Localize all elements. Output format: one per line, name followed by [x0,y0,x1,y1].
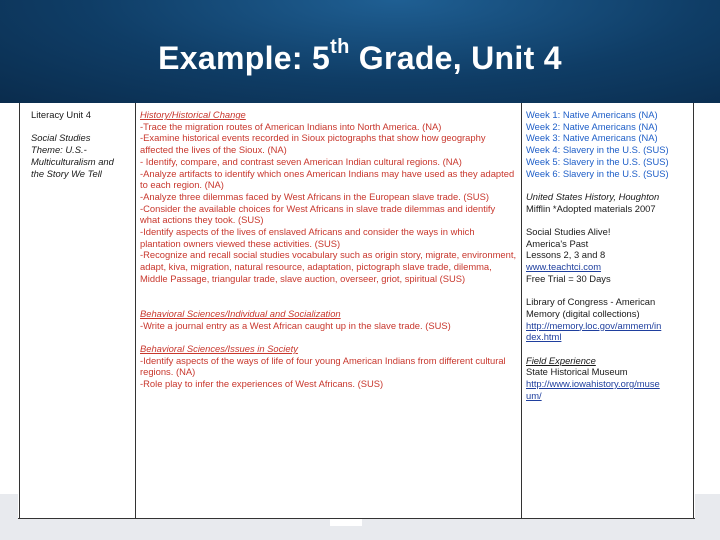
resource-heading: Social Studies Alive! [526,226,611,237]
teachtci-link[interactable]: www.teachtci.com [526,261,602,273]
objective-line: affected the lives of the Sioux. (NA) [140,144,287,156]
objective-line: Middle Passage, triangular trade, slave auction, overseer, griot, spiritual (SUS) [140,272,466,284]
table-border-bottom [18,518,695,519]
theme-line: Multiculturalism and [31,155,114,167]
objectives-column [140,109,520,390]
objective-line: what actions they took. (SUS) [140,214,264,226]
title-suffix: Grade, Unit 4 [349,40,562,76]
section-heading-issues: Behavioral Sciences/Issues in Society [140,343,298,355]
week-item: Week 3: Native Americans (NA) [526,132,658,144]
objective-line: -Write a journal entry as a West African caught up in the slave trade. (SUS) [140,319,451,331]
week-item: Week 5: Slavery in the U.S. (SUS) [526,155,669,167]
field-heading: Field Experience [526,354,596,366]
week-item: Week 4: Slavery in the U.S. (SUS) [526,144,669,156]
table-divider-2 [521,103,522,519]
objective-line: -Identify aspects of the ways of life of four young American Indians from different cultural [140,354,506,366]
table-border-right [693,103,694,519]
loc-link[interactable]: http://memory.loc.gov/ammem/in [526,319,662,331]
table-border-left [19,103,20,519]
slide-title [0,36,720,77]
objective-line: regions. (NA) [140,366,196,378]
resource-line: Library of Congress - American [526,296,656,308]
week-item: Week 6: Slavery in the U.S. (SUS) [526,167,669,179]
textbook-title: United States History, Houghton [526,190,660,202]
objective-line: -Consider the available choices for West Africans in slave trade dilemmas and identify [140,202,496,214]
objective-line: - Identify, compare, and contrast seven American Indian cultural regions. (NA) [140,155,462,167]
objective-line: -Identify aspects of the lives of enslaved Africans and consider the ways in which [140,226,475,238]
theme-line: the Story We Tell [31,167,102,179]
title-prefix: Example: 5 [158,40,331,76]
museum-link-cont[interactable]: um/ [526,389,542,401]
curriculum-table [18,103,695,519]
resource-line: Free Trial = 30 Days [526,272,611,284]
objective-line: -Trace the migration routes of American Indians into North America. (NA) [140,120,442,132]
objective-line: -Examine historical events recorded in Sioux pictographs that show how geography [140,132,486,144]
week-item: Week 2: Native Americans (NA) [526,120,658,132]
section-heading-individual: Behavioral Sciences/Individual and Socialization [140,307,341,319]
objective-line: plantation owners viewed these activities. (SUS) [140,237,341,249]
objective-line: -Analyze three dilemmas faced by West Africans in the European slave trade. (SUS) [140,190,489,202]
resource-line: Lessons 2, 3 and 8 [526,249,606,261]
theme-line: Social Studies [31,132,91,144]
objective-line: adapt, kiva, migration, natural resource, adaptation, pictograph slave trade, dilemma, [140,261,492,273]
objective-line: to each region. (NA) [140,179,224,191]
resource-line: America's Past [526,237,589,249]
unit-column [31,109,146,179]
section-heading-history: History/Historical Change [140,109,246,120]
objective-line: -Role play to infer the experiences of West Africans. (SUS) [140,378,384,390]
week-item: Week 1: Native Americans (NA) [526,109,658,120]
resource-line: State Historical Museum [526,366,628,378]
museum-link[interactable]: http://www.iowahistory.org/muse [526,378,660,390]
resource-line: Memory (digital collections) [526,307,640,319]
unit-label: Literacy Unit 4 [31,109,91,120]
loc-link-cont[interactable]: dex.html [526,331,562,343]
textbook-note: Mifflin *Adopted materials 2007 [526,202,656,214]
objective-line: -Recognize and recall social studies vocabulary such as origin story, migrate, environment, [140,249,517,261]
resources-column [526,109,691,402]
theme-line: Theme: U.S.- [31,144,87,156]
objective-line: -Analyze artifacts to identify which ones American Indians may have used as they adapted [140,167,515,179]
title-superscript: th [330,36,350,58]
slide-header [0,0,720,103]
